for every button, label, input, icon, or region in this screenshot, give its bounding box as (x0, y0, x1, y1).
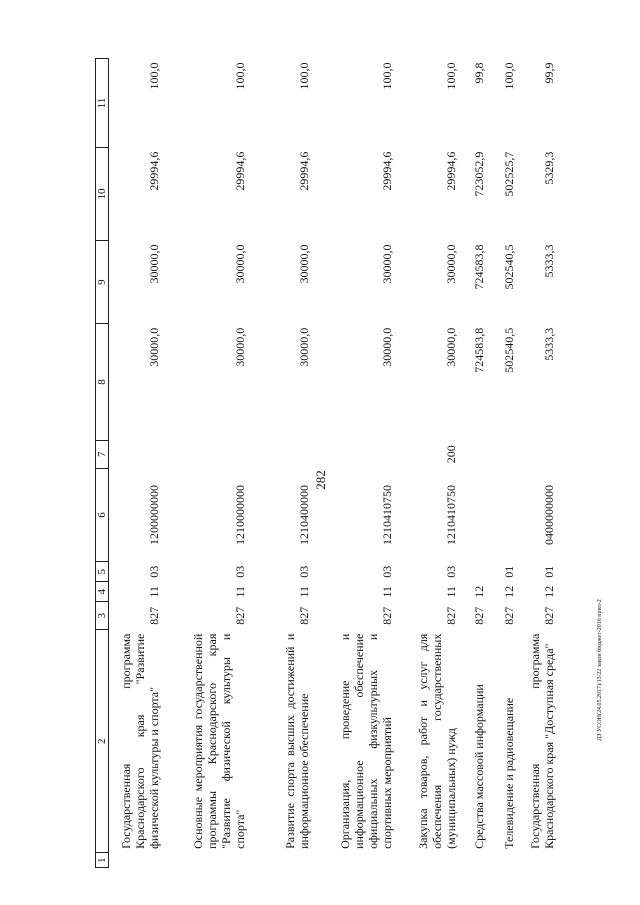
cell-subsection-code: 01 (541, 565, 556, 578)
cell-value-col-9: 30000,0 (146, 244, 161, 284)
cell-col-1 (490, 853, 520, 868)
cell-subsection-code: 03 (296, 565, 311, 578)
cell-target-article: 1210000000 (232, 484, 247, 545)
cell-col-1 (462, 853, 490, 868)
cell-value-col-10: 29994,6 (443, 151, 458, 191)
cell-item-name: Основные мероприятия государственной программы Краснодарского края "Развитие физической культуры и спорта" (190, 633, 247, 849)
cell-department-code: 827 (296, 606, 311, 625)
table-row (165, 59, 251, 868)
cell-target-article: 0400000000 (541, 484, 556, 545)
cell-item-name: Государственная программа Краснодарского края "Доступная среда" (527, 633, 556, 849)
cell-target-article: 1210410750 (443, 484, 458, 545)
cell-col-1 (251, 853, 315, 868)
cell-value-col-9: 5333,3 (541, 244, 556, 278)
cell-item-name: Телевидение и радиовещание (501, 697, 516, 849)
cell-percent-col-11: 99,9 (541, 62, 556, 84)
cell-value-col-10: 5329,3 (541, 151, 556, 185)
cell-item-name: Закупка товаров, работ и услуг для обеспечения государственных (муниципальных) нужд (415, 633, 458, 849)
header-col-4: 4 (96, 582, 109, 602)
cell-percent-col-11: 100,0 (379, 62, 394, 90)
table-row (462, 59, 490, 868)
cell-target-article: 1200000000 (146, 484, 161, 545)
cell-value-col-8: 5333,3 (541, 327, 556, 361)
page-number: 282 (313, 470, 328, 490)
cell-section-code: 12 (541, 585, 556, 598)
rotated-table-frame (95, 58, 556, 868)
table-row (490, 59, 520, 868)
table-row (251, 59, 315, 868)
cell-item-name: Государственная программа Краснодарского края "Развитие физической культуры и спорта" (118, 633, 161, 849)
cell-department-code: 827 (501, 606, 516, 625)
cell-subsection-code: 01 (501, 565, 516, 578)
cell-value-col-9: 724583,8 (471, 244, 486, 290)
cell-col-1 (109, 853, 165, 868)
cell-percent-col-11: 100,0 (146, 62, 161, 90)
cell-value-col-8: 30000,0 (146, 327, 161, 367)
header-row (96, 59, 109, 868)
cell-subsection-code: 03 (443, 565, 458, 578)
cell-section-code: 12 (471, 585, 486, 598)
cell-target-article: 1210410750 (379, 484, 394, 545)
cell-value-col-8: 30000,0 (379, 327, 394, 367)
cell-value-col-9: 30000,0 (379, 244, 394, 284)
cell-value-col-8: 724583,8 (471, 327, 486, 373)
cell-target-article (490, 468, 520, 562)
cell-department-code: 827 (443, 606, 458, 625)
cell-target-article: 1210400000 (296, 484, 311, 545)
footer-file-path: ДЗ УСОН(24.05.2017)/13/22 закон бюджет-2016 прил-2 (597, 599, 603, 741)
cell-expense-type (490, 440, 520, 468)
cell-percent-col-11: 100,0 (296, 62, 311, 90)
cell-subsection-code: 03 (379, 565, 394, 578)
cell-item-name: Организация, проведение и информационное обеспечение официальных физкультурных и спортивных мероприятий (337, 633, 394, 849)
cell-expense-type (251, 440, 315, 468)
cell-expense-type (109, 440, 165, 468)
cell-department-code: 827 (232, 606, 247, 625)
cell-col-1 (315, 853, 398, 868)
cell-col-1 (398, 853, 462, 868)
cell-subsection-code: 03 (232, 565, 247, 578)
cell-value-col-10: 29994,6 (379, 151, 394, 191)
cell-percent-col-11: 99,8 (471, 62, 486, 84)
cell-value-col-8: 30000,0 (443, 327, 458, 367)
cell-department-code: 827 (146, 606, 161, 625)
cell-value-col-9: 30000,0 (443, 244, 458, 284)
cell-value-col-10: 29994,6 (146, 151, 161, 191)
header-col-3: 3 (96, 602, 109, 630)
table-row (520, 59, 560, 868)
cell-expense-type (165, 440, 251, 468)
cell-item-name: Средства массовой информации (471, 684, 486, 849)
header-col-6: 6 (96, 468, 109, 562)
cell-value-col-9: 502540,5 (501, 244, 516, 290)
cell-department-code: 827 (471, 606, 486, 625)
cell-value-col-9: 30000,0 (232, 244, 247, 284)
cell-expense-type: 200 (443, 445, 458, 464)
cell-value-col-9: 30000,0 (296, 244, 311, 284)
cell-section-code: 11 (296, 585, 311, 598)
cell-section-code: 11 (443, 585, 458, 598)
cell-value-col-8: 30000,0 (232, 327, 247, 367)
cell-value-col-8: 30000,0 (296, 327, 311, 367)
cell-target-article (462, 468, 490, 562)
cell-value-col-10: 502525,7 (501, 151, 516, 197)
header-col-9: 9 (96, 240, 109, 323)
header-col-10: 10 (96, 148, 109, 241)
cell-department-code: 827 (541, 606, 556, 625)
cell-section-code: 11 (232, 585, 247, 598)
cell-item-name: Развитие спорта высших достижений и информационное обеспечение (282, 633, 311, 849)
cell-expense-type (520, 440, 560, 468)
cell-percent-col-11: 100,0 (443, 62, 458, 90)
cell-col-1 (165, 853, 251, 868)
cell-section-code: 11 (379, 585, 394, 598)
cell-department-code: 827 (379, 606, 394, 625)
cell-value-col-10: 29994,6 (232, 151, 247, 191)
cell-value-col-10: 723052,9 (471, 151, 486, 197)
header-col-1: 1 (96, 853, 109, 868)
cell-subsection-code (462, 562, 490, 582)
table-row (109, 59, 165, 868)
cell-expense-type (315, 440, 398, 468)
header-col-11: 11 (96, 59, 109, 148)
cell-col-1 (520, 853, 560, 868)
cell-value-col-8: 502540,5 (501, 327, 516, 373)
cell-expense-type (462, 440, 490, 468)
table-row (398, 59, 462, 868)
cell-value-col-10: 29994,6 (296, 151, 311, 191)
cell-percent-col-11: 100,0 (501, 62, 516, 90)
cell-section-code: 12 (501, 585, 516, 598)
cell-percent-col-11: 100,0 (232, 62, 247, 90)
header-col-5: 5 (96, 562, 109, 582)
cell-subsection-code: 03 (146, 565, 161, 578)
header-col-8: 8 (96, 324, 109, 441)
table-row (315, 59, 398, 868)
header-col-7: 7 (96, 440, 109, 468)
header-col-2: 2 (96, 630, 109, 853)
budget-table (95, 58, 560, 868)
cell-section-code: 11 (146, 585, 161, 598)
